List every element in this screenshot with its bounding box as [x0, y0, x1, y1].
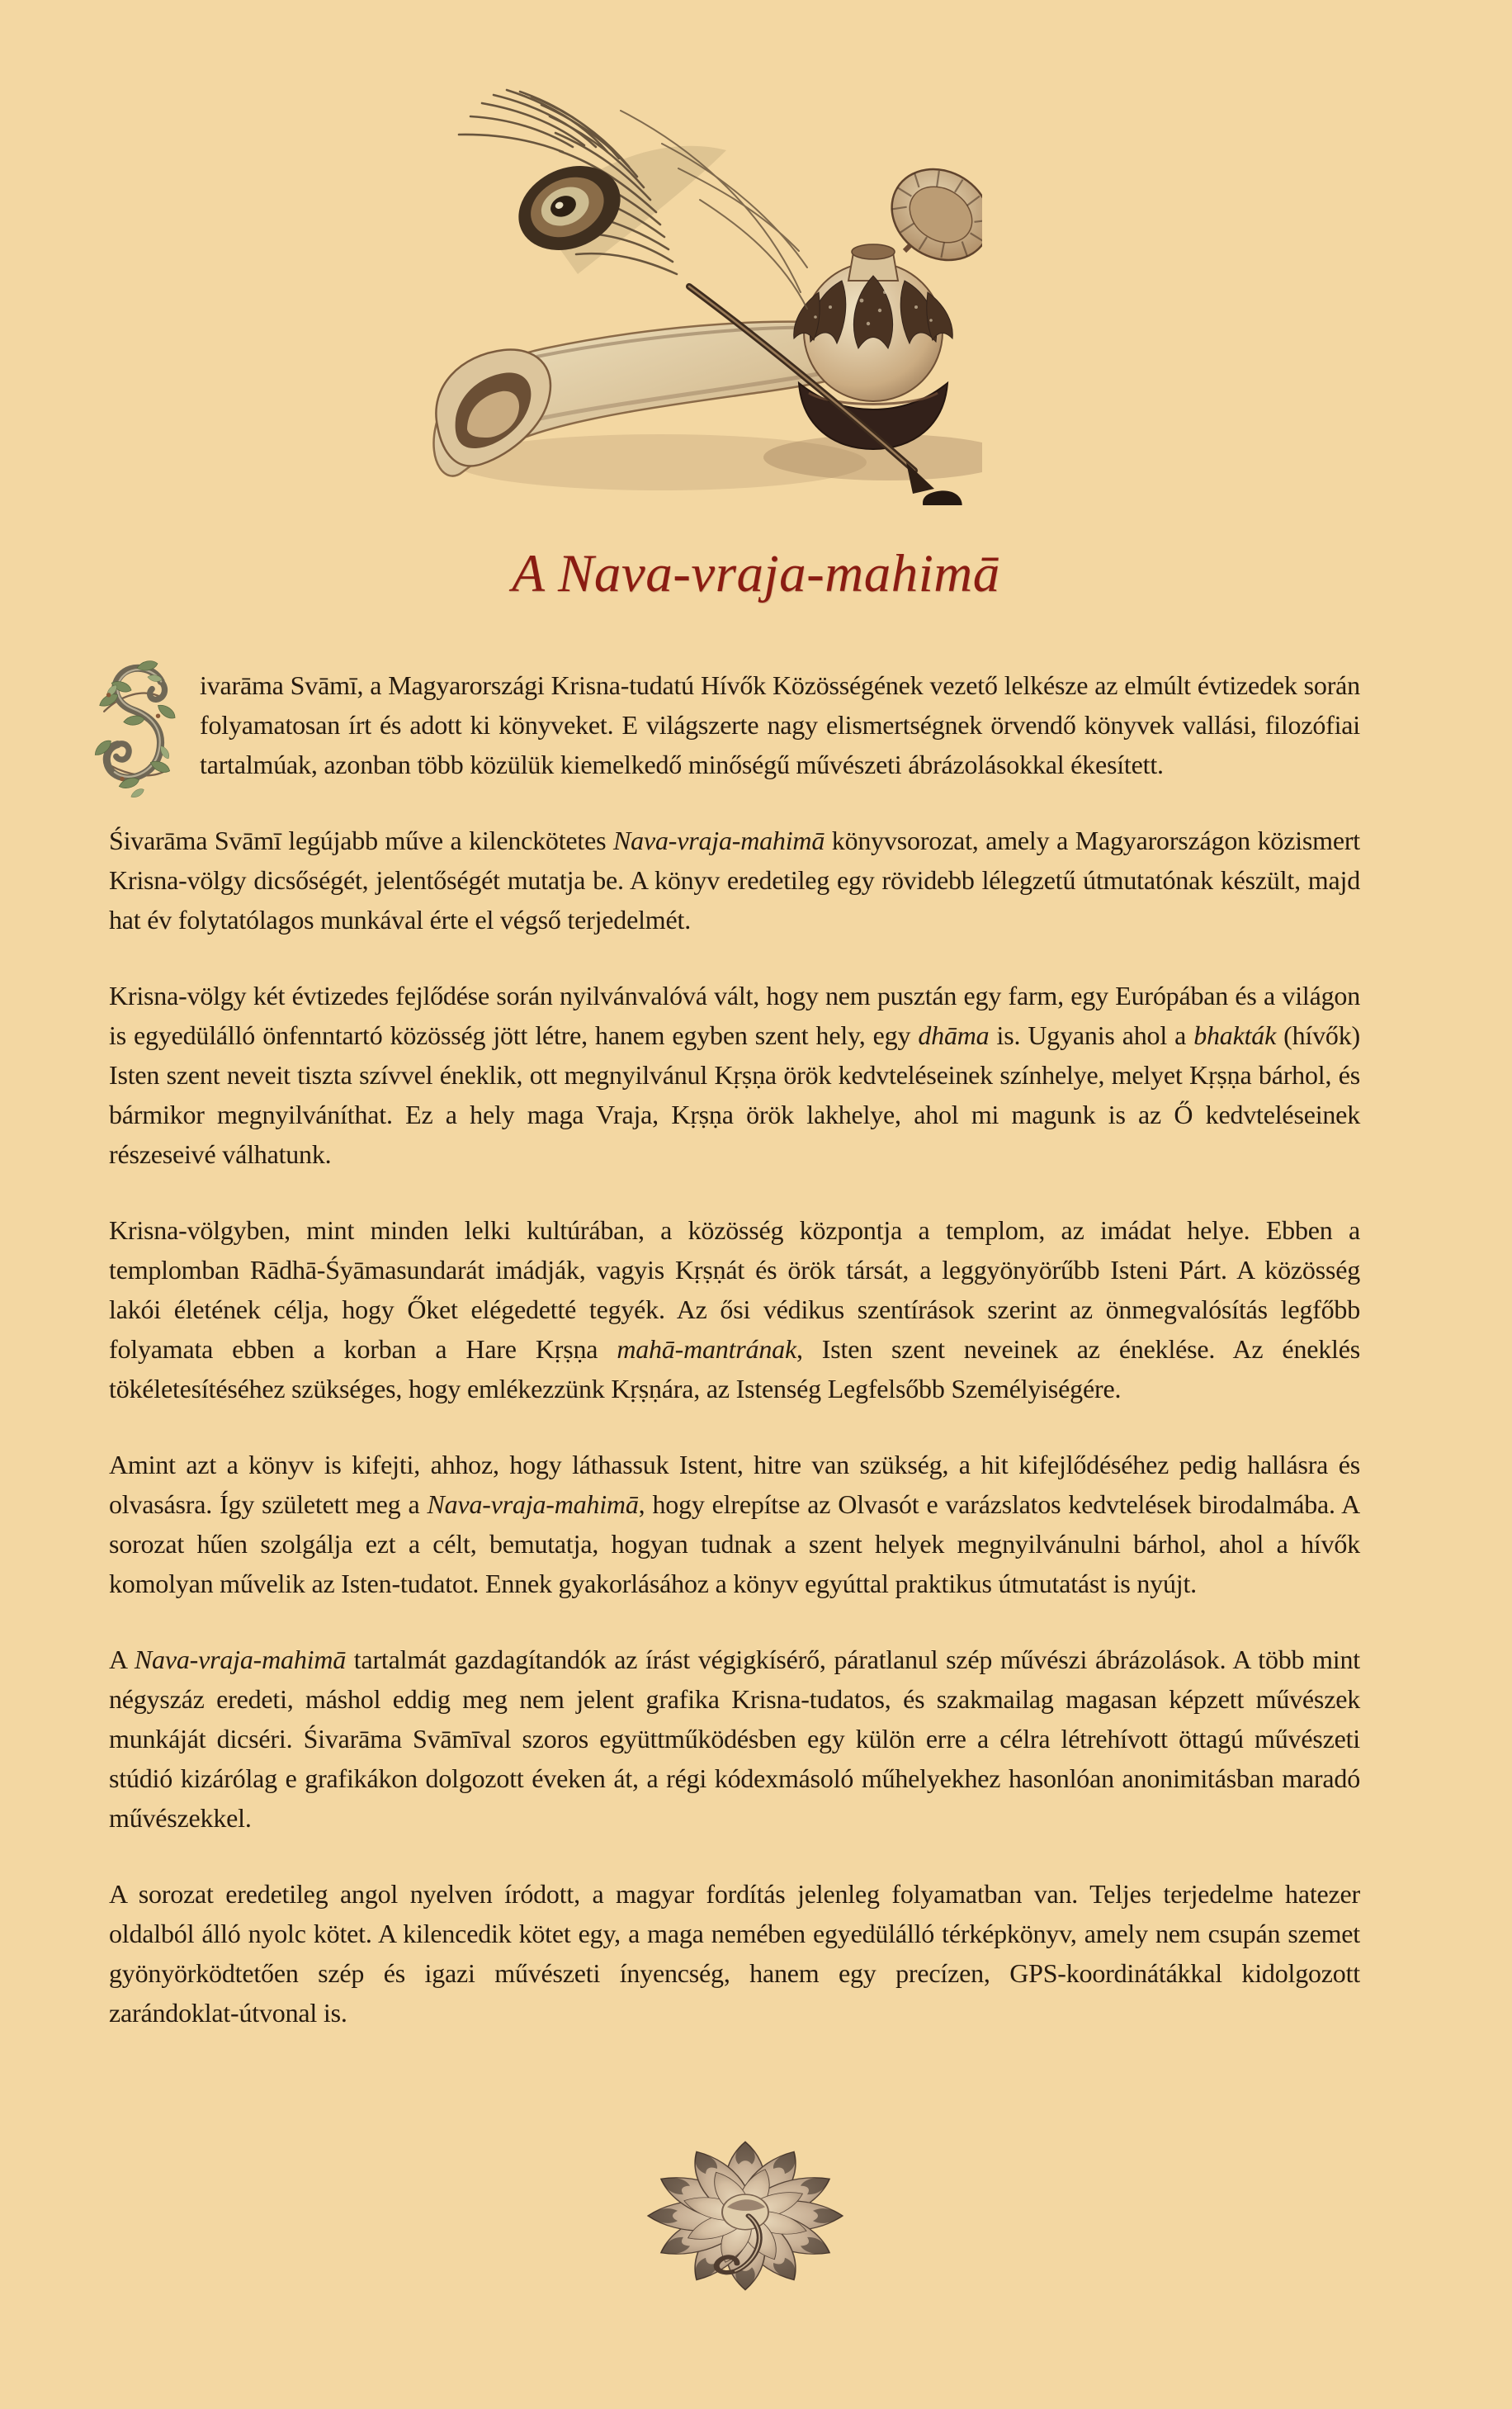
page-title: A Nava-vraja-mahimā	[512, 544, 1000, 603]
ornate-initial-s	[89, 657, 187, 811]
paragraph-2	[109, 821, 1360, 939]
paragraph-3	[109, 976, 1360, 1174]
lotus-drawing	[612, 2115, 878, 2310]
paragraph-5	[109, 1445, 1360, 1603]
quill-scroll-inkpot-illustration	[413, 76, 982, 505]
paragraph-1	[109, 665, 1360, 784]
paragraph-7	[109, 1874, 1360, 2033]
paragraph-4	[109, 1210, 1360, 1408]
paragraph-text: Śivarāma Svāmī legújabb műve a kilenckötetes Nava-vraja-mahimā könyvsorozat, amely a Magyarországon közismert Krisna-völgy dicsőségét, jelentőségét mutatja be. A könyv eredetileg egy rövidebb lélegzetű útmutatónak készült, majd hat év folytatólagos munkával érte el végső terjedelmét.	[109, 826, 1360, 935]
paragraph-text: Krisna-völgy két évtizedes fejlődése során nyilvánvalóvá vált, hogy nem pusztán egy farm, egy Európában és a világon is egyedülálló önfenntartó közösség jött létre, hanem egyben szent hely, egy dhāma is. Ugyanis ahol a bhakták (hívők) Isten szent neveit tiszta szívvel éneklik, ott megnyilvánul Kṛṣṇa örök kedvteléseinek színhelye, melyet Kṛṣṇa bárhol, és bármikor megnyilváníthat. Ez a hely maga Vraja, Kṛṣṇa örök lakhelye, ahol mi magunk is az Ő kedvteléseinek részeseivé válhatunk.	[109, 981, 1360, 1169]
paragraph-text: A Nava-vraja-mahimā tartalmát gazdagítandók az írást végigkísérő, páratlanul szép művészi ábrázolások. A több mint négyszáz eredeti, máshol eddig meg nem jelent grafika Krisna-tudatos, és szakmailag magasan képzett művészek munkáját dicséri. Śivarāma Svāmīval szoros együttműködésben egy külön erre a célra létrehívott öttagú művészeti stúdió kizárólag e grafikákon dolgozott éveken át, a régi kódexmásoló műhelyekhez hasonlóan anonimitásban maradó művészekkel.	[109, 1645, 1360, 1833]
quill-scroll-inkpot-drawing	[413, 76, 982, 505]
paragraph-text: A sorozat eredetileg angol nyelven íródott, a magyar fordítás jelenleg folyamatban van. Teljes terjedelme hatezer oldalból álló nyolc kötet. A kilencedik kötet egy, a maga nemében egyedülálló térképkönyv, amely nem csupán szemet gyönyörködtetően szép és igazi művészeti ínyencség, hanem egy precízen, GPS-koordinátákkal kidolgozott zarándoklat-útvonal is.	[109, 1879, 1360, 2028]
article-body	[109, 665, 1360, 2033]
ornate-initial-drawing	[89, 657, 187, 811]
paragraph-text: ivarāma Svāmī, a Magyarországi Krisna-tudatú Hívők Közösségének vezető lelkésze az elmúlt évtizedek során folyamatosan írt és adott ki könyveket. E világszerte nagy elismertségnek örvendő könyvek vallási, filozófiai tartalmúak, azonban több közülük kiemelkedő minőségű művészeti ábrázolásokkal ékesített.	[200, 670, 1360, 779]
paragraph-6	[109, 1640, 1360, 1838]
lotus-illustration	[612, 2115, 878, 2310]
ink-pot	[794, 151, 982, 449]
paragraph-text: Amint azt a könyv is kifejti, ahhoz, hogy láthassuk Istent, hitre van szükség, a hit kifejlődéséhez pedig hallásra és olvasásra. Így született meg a Nava-vraja-mahimā, hogy elrepítse az Olvasót e varázslatos kedvtelések birodalmába. A sorozat hűen szolgálja ezt a célt, bemutatja, hogyan tudnak a szent helyek megnyilvánulni bárhol, ahol a hívők komolyan művelik az Isten-tudatot. Ennek gyakorlásához a könyv egyúttal praktikus útmutatást is nyújt.	[109, 1450, 1360, 1598]
paragraph-text: Krisna-völgyben, mint minden lelki kultúrában, a közösség központja a templom, az imádat helye. Ebben a templomban Rādhā-Śyāmasundarát imádják, vagyis Kṛṣṇát és örök társát, a leggyönyörűbb Isteni Párt. A közösség lakói életének célja, hogy Őket elégedetté tegyék. Az ősi védikus szentírások szerint az önmegvalósítás legfőbb folyamata ebben a korban a Hare Kṛṣṇa mahā-mantrának, Isten szent neveinek az éneklése. Az éneklés tökéletesítéséhez szükséges, hogy emlékezzünk Kṛṣṇára, az Istenség Legfelsőbb Személyiségére.	[109, 1215, 1360, 1403]
